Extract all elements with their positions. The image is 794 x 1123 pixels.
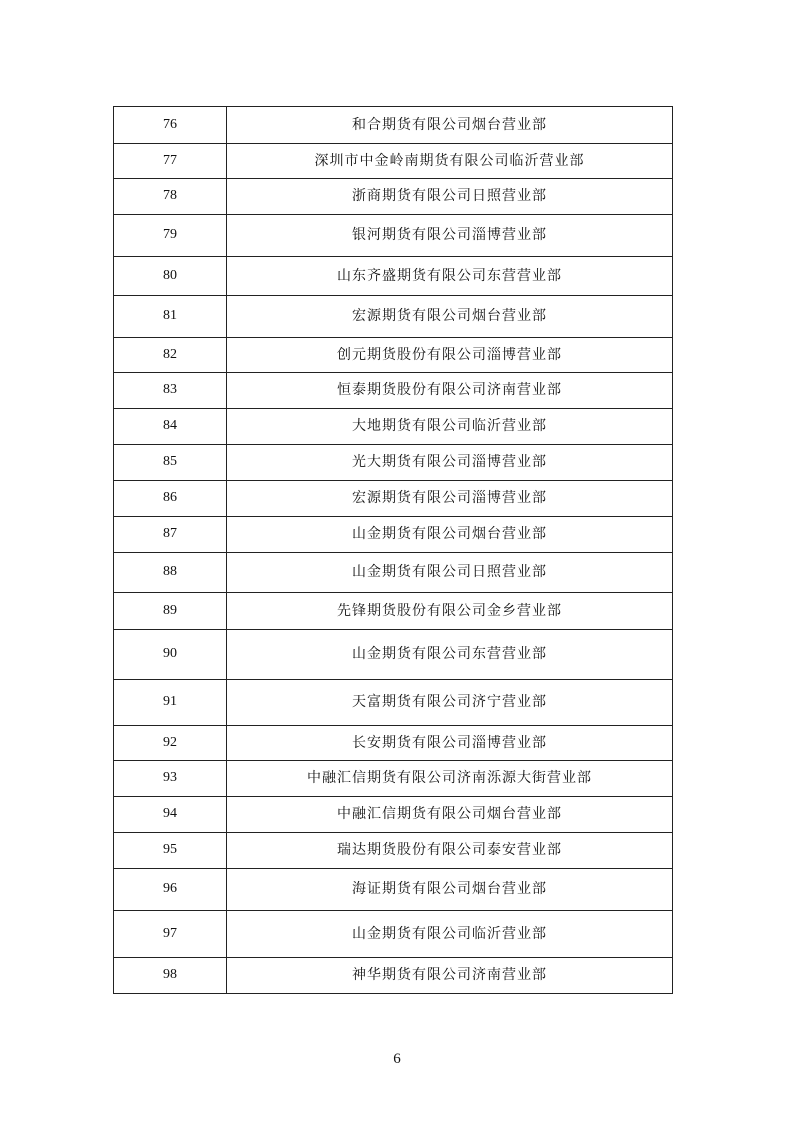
row-number-cell: 94	[114, 797, 227, 833]
branch-name-cell: 中融汇信期货有限公司烟台营业部	[227, 797, 673, 833]
table-row	[114, 797, 673, 833]
table-row	[114, 958, 673, 994]
table-row	[114, 296, 673, 338]
branch-name-cell: 山金期货有限公司日照营业部	[227, 553, 673, 593]
table-row	[114, 409, 673, 445]
row-number-cell: 85	[114, 445, 227, 481]
branch-name-cell: 山金期货有限公司临沂营业部	[227, 911, 673, 958]
row-number-cell: 95	[114, 833, 227, 869]
row-number-cell: 79	[114, 215, 227, 257]
table-row	[114, 445, 673, 481]
row-number-cell: 81	[114, 296, 227, 338]
page-number: 6	[393, 1051, 401, 1067]
table-body	[114, 107, 673, 994]
branch-name-cell: 山东齐盛期货有限公司东营营业部	[227, 257, 673, 296]
table-row	[114, 215, 673, 257]
table-row	[114, 593, 673, 630]
row-number-cell: 76	[114, 107, 227, 144]
branch-name-cell: 和合期货有限公司烟台营业部	[227, 107, 673, 144]
row-number-cell: 98	[114, 958, 227, 994]
branch-name-cell: 中融汇信期货有限公司济南泺源大街营业部	[227, 761, 673, 797]
branch-name-cell: 浙商期货有限公司日照营业部	[227, 179, 673, 215]
table-row	[114, 726, 673, 761]
branch-name-cell: 宏源期货有限公司烟台营业部	[227, 296, 673, 338]
branch-name-cell: 长安期货有限公司淄博营业部	[227, 726, 673, 761]
row-number-cell: 80	[114, 257, 227, 296]
branch-name-cell: 深圳市中金岭南期货有限公司临沂营业部	[227, 144, 673, 179]
row-number-cell: 93	[114, 761, 227, 797]
row-number-cell: 90	[114, 630, 227, 680]
table-row	[114, 338, 673, 373]
table-row	[114, 630, 673, 680]
row-number-cell: 96	[114, 869, 227, 911]
table-row	[114, 517, 673, 553]
branch-name-cell: 光大期货有限公司淄博营业部	[227, 445, 673, 481]
branch-name-cell: 山金期货有限公司东营营业部	[227, 630, 673, 680]
table-row	[114, 869, 673, 911]
branch-name-cell: 恒泰期货股份有限公司济南营业部	[227, 373, 673, 409]
row-number-cell: 82	[114, 338, 227, 373]
branch-name-cell: 银河期货有限公司淄博营业部	[227, 215, 673, 257]
branch-name-cell: 瑞达期货股份有限公司泰安营业部	[227, 833, 673, 869]
branch-name-cell: 海证期货有限公司烟台营业部	[227, 869, 673, 911]
row-number-cell: 87	[114, 517, 227, 553]
branch-name-cell: 山金期货有限公司烟台营业部	[227, 517, 673, 553]
branch-name-cell: 天富期货有限公司济宁营业部	[227, 680, 673, 726]
row-number-cell: 84	[114, 409, 227, 445]
row-number-cell: 78	[114, 179, 227, 215]
table-row	[114, 911, 673, 958]
table-row	[114, 553, 673, 593]
row-number-cell: 88	[114, 553, 227, 593]
table-row	[114, 680, 673, 726]
table-row	[114, 144, 673, 179]
branch-name-cell: 宏源期货有限公司淄博营业部	[227, 481, 673, 517]
table-row	[114, 373, 673, 409]
row-number-cell: 97	[114, 911, 227, 958]
row-number-cell: 89	[114, 593, 227, 630]
branch-name-cell: 大地期货有限公司临沂营业部	[227, 409, 673, 445]
row-number-cell: 83	[114, 373, 227, 409]
row-number-cell: 92	[114, 726, 227, 761]
branch-name-cell: 神华期货有限公司济南营业部	[227, 958, 673, 994]
table-row	[114, 107, 673, 144]
table-row	[114, 761, 673, 797]
table-row	[114, 179, 673, 215]
row-number-cell: 91	[114, 680, 227, 726]
branch-name-cell: 创元期货股份有限公司淄博营业部	[227, 338, 673, 373]
table-row	[114, 833, 673, 869]
branch-name-cell: 先锋期货股份有限公司金乡营业部	[227, 593, 673, 630]
branch-table	[113, 106, 673, 994]
table-row	[114, 481, 673, 517]
row-number-cell: 77	[114, 144, 227, 179]
table-row	[114, 257, 673, 296]
row-number-cell: 86	[114, 481, 227, 517]
